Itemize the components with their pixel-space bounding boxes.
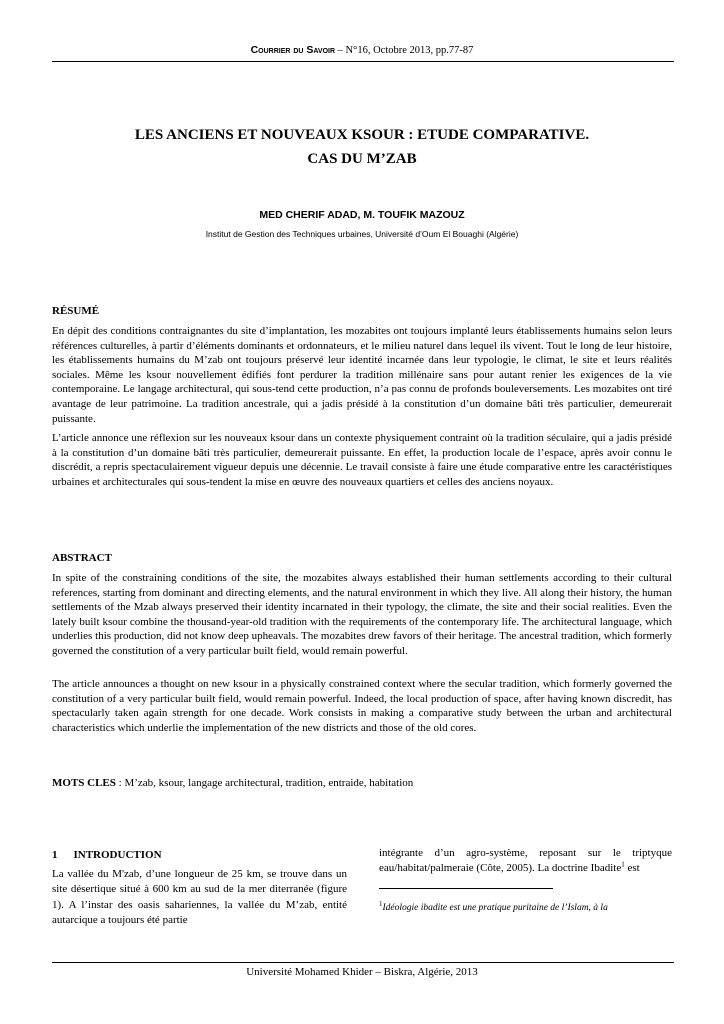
resume-paragraph-2: L’article annonce une réflexion sur les nouveaux ksour dans un contexte physiquement contraint où la tradition séculaire, qui a jadis présidé à la constitution d’un domaine bâti très particulier, demeurerait puissante. En effet, la production locale de l’espace, après avoir connu le discrédit, a repris spectaculairement vigueur depuis une décennie. Le travail consiste à faire une étude comparative entre les caractéristiques urbaines et architecturales qui sous-tendent la mise en œuvre des nouveaux quartiers et celles des anciens noyaux. bbox=[52, 432, 672, 488]
intro-right-column bbox=[379, 846, 672, 877]
intro-left-column: La vallée du M'zab, d’une longueur de 25 km, se trouve dans un site désertique situé à 600 km au sud de la mer diterranée (figure 1). A l’instar des oasis sahariennes, la vallée du M’zab, entité autarcique a toujours été partie bbox=[52, 868, 347, 927]
issue-info: – N°16, Octobre 2013, pp.77-87 bbox=[335, 45, 474, 56]
footnote-reference[interactable]: 1 bbox=[621, 860, 625, 869]
paper-title bbox=[52, 123, 672, 171]
keywords-separator: : bbox=[115, 777, 125, 789]
abstract-paragraph-2: The article announces a thought on new ksour in a physically constrained context where the secular tradition, which formerly governed the constitution of a very particular built field, would remain powerful. Indeed, the local production of space, after having known discredit, has spectacularly taken again strength for one decade. Work consists in making a comparative study between the urban and architectural characteristics which underlie the implementation of the new districts and those of the old cores. bbox=[52, 678, 672, 734]
abstract-paragraph-1: In spite of the constraining conditions of the site, the mozabites always established their human settlements according to their cultural references, starting from dominant and directing elements, and the natural environment in which they live. All along their history, the human settlements of the Mzab always preserved their identity incarnated in their typology, the climate, the site and their social realities. Even the lately built ksour combine the thousand-year-old tradition with the requirements of the contemporary life. The architectural language, which underlies this production, did not know deep upheavals. The mozabites drew favors of their heritage. The ancestral tradition, which formerly governed the constitution of a very particular built field, would remain powerful. bbox=[52, 572, 672, 657]
journal-name: Courrier du Savoir bbox=[250, 44, 336, 56]
section-title: INTRODUCTION bbox=[73, 849, 162, 861]
keywords bbox=[52, 777, 672, 789]
keywords-label: MOTS CLES bbox=[52, 777, 116, 789]
footer-rule bbox=[52, 962, 674, 963]
footnote-text: Idéologie ibadite est une pratique puritaine de l’Islam, à la bbox=[382, 903, 608, 913]
footnote bbox=[379, 899, 672, 915]
keywords-text: M’zab, ksour, langage architectural, tradition, entraide, habitation bbox=[124, 777, 414, 789]
authors: MED CHERIF ADAD, M. TOUFIK MAZOUZ bbox=[259, 209, 465, 221]
footnote-rule bbox=[379, 888, 553, 889]
page-footer: Université Mohamed Khider – Biskra, Algérie, 2013 bbox=[246, 966, 478, 978]
abstract-heading: ABSTRACT bbox=[52, 552, 112, 564]
title-line-2: CAS DU M’ZAB bbox=[307, 151, 417, 167]
introduction-heading bbox=[52, 849, 162, 861]
intro-right-text-end: est bbox=[624, 862, 640, 875]
running-header bbox=[52, 44, 672, 56]
section-number: 1 bbox=[52, 849, 58, 861]
resume-paragraph-1: En dépit des conditions contraignantes du site d’implantation, les mozabites ont toujours implanté leurs établissements humains selon leurs références culturelles, à partir d’éléments dominants et ordonnateurs, et le milieu naturel dans lequel ils vivent. Tout le long de leur histoire, les établissements humains du M’zab ont toujours préservé leur identité incarnée dans leur typologie, le climat, le site et leurs réalités sociales. Même les ksour nouvellement édifiés font perdurer la tradition millénaire sans pour autant renier les exigences de la vie contemporaine. Le langage architectural, qui sous-tend cette production, n’a pas connu de profonds bouleversements. Les mozabites ont tiré avantage de leur patrimoine. La tradition ancestrale, qui a jadis présidé à la constitution d’un domaine bâti très particulier, demeurerait puissante. bbox=[52, 325, 672, 425]
header-rule bbox=[52, 61, 674, 62]
affiliation: Institut de Gestion des Techniques urbaines, Université d’Oum El Bouaghi (Algérie) bbox=[205, 229, 519, 239]
resume-heading: RÉSUMÉ bbox=[52, 305, 100, 317]
intro-right-text: intégrante d’un agro-système, reposant sur le triptyque eau/habitat/palmeraie (Côte, 2005). La doctrine Ibadite bbox=[379, 847, 672, 875]
title-line-1: LES ANCIENS ET NOUVEAUX KSOUR : ETUDE COMPARATIVE. bbox=[134, 127, 590, 143]
footnote-mark: 1 bbox=[379, 899, 383, 908]
